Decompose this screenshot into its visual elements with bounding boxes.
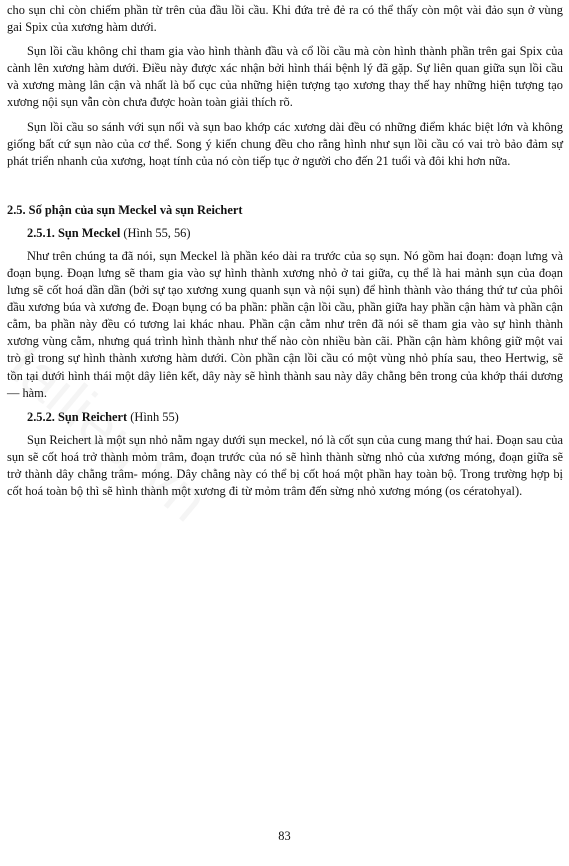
figure-reference-meckel: (Hình 55, 56) (120, 225, 191, 240)
subsection-heading-meckel (27, 225, 563, 242)
paragraph-continued: cho sụn chỉ còn chiếm phần từ trên của đầu lồi cầu. Khi đứa trẻ đẻ ra có thể thấy còn một vài đảo sụn ở vùng gai Spix của xương hàm dưới. (7, 3, 563, 35)
paragraph-meckel: Như trên chúng ta đã nói, sụn Meckel là phần kéo dài ra trước của sọ sụn. Nó gồm hai đoạn: đoạn lưng và đoạn bụng. Đoạn lưng sẽ tham gia vào sự hình thành xương nhỏ ở tai giữa, cụ thể là hai mảnh sụn của đoạn lưng sẽ cốt hoá dần dần (bởi sự tạo xương xung quanh sụn và nội sụn) để hình thành vào tháng thứ tư của phôi đầu xương búa và xương đe. Đoạn bụng có ba phần: phần cận lồi cầu, phần giữa hay phần cận hàm và phần cận cằm, ba phần này đều có tương lai khác nhau. Phần cận cằm như trên đã nói sẽ tham gia vào sự hình thành xương vùng cằm, nhưng quá trình hình thành như thế nào còn nhiều bàn cãi. Phần cận hàm không giữ một vai trò gì trong sự hình thành xương hàm dưới. Còn phần cận lồi cầu có một vùng nhỏ phía sau, theo Hertwig, sẽ tồn tại dưới hình thái một dây liên kết, dây này sẽ hình thành sau này dây chằng bên trong của khớp thái dương — hàm. (7, 248, 563, 400)
paragraph-comparison: Sụn lồi cầu so sánh với sụn nối và sụn bao khớp các xương dài đều có những điểm khác biệt lớn và không giống bất cứ sụn nào của cơ thể. Song ý kiến chung đều cho rằng hình như sụn lồi cầu có vai trò bảo đảm sự phát triển nhanh của xương, hoạt tính của nó còn tiếp tục ở người cho đến 21 tuổi và đôi khi hơn nữa. (7, 119, 563, 168)
subsection-title-reichert: 2.5.2. Sụn Reichert (27, 409, 128, 424)
paragraph-condylar-cartilage: Sụn lồi cầu không chỉ tham gia vào hình thành đầu và cổ lồi cầu mà còn hình thành phần trên gai Spix của cành lên xương hàm dưới. Điều này được xác nhận bởi hình thái bệnh lý đã gặp. Sự liên quan giữa sụn lồi cầu và xương màng lân cận và nhất là bố cục của những hiện tượng tạo xương thay thế hay những hiện tượng tạo xương nội sụn vẫn còn chưa được hoàn toàn giải thích rõ. (7, 44, 563, 110)
subsection-heading-reichert (27, 409, 563, 426)
paragraph-reichert: Sụn Reichert là một sụn nhỏ nằm ngay dưới sụn meckel, nó là cốt sụn của cung mang thứ hai. Đoạn sau của sụn sẽ cốt hoá trở thành mỏm trâm, đoạn trước của nó sẽ hình thành sừng nhỏ của xương móng, đoạn giữa sẽ trở thành dây chằng trâm- móng. Dây chằng này có thể bị cốt hoá một phần hay toàn bộ. Trong trường hợp bị cốt hoá toàn bộ thì sẽ hình thành một xương đi từ mỏm trâm đến sừng nhỏ xương móng (os cératohyal). (7, 432, 563, 498)
page-number: 83 (278, 829, 291, 843)
section-heading: 2.5. Số phận của sụn Meckel và sụn Reichert (7, 202, 243, 217)
page-content (7, 2, 563, 507)
figure-reference-reichert: (Hình 55) (127, 409, 179, 424)
subsection-title-meckel: 2.5.1. Sụn Meckel (27, 225, 121, 240)
